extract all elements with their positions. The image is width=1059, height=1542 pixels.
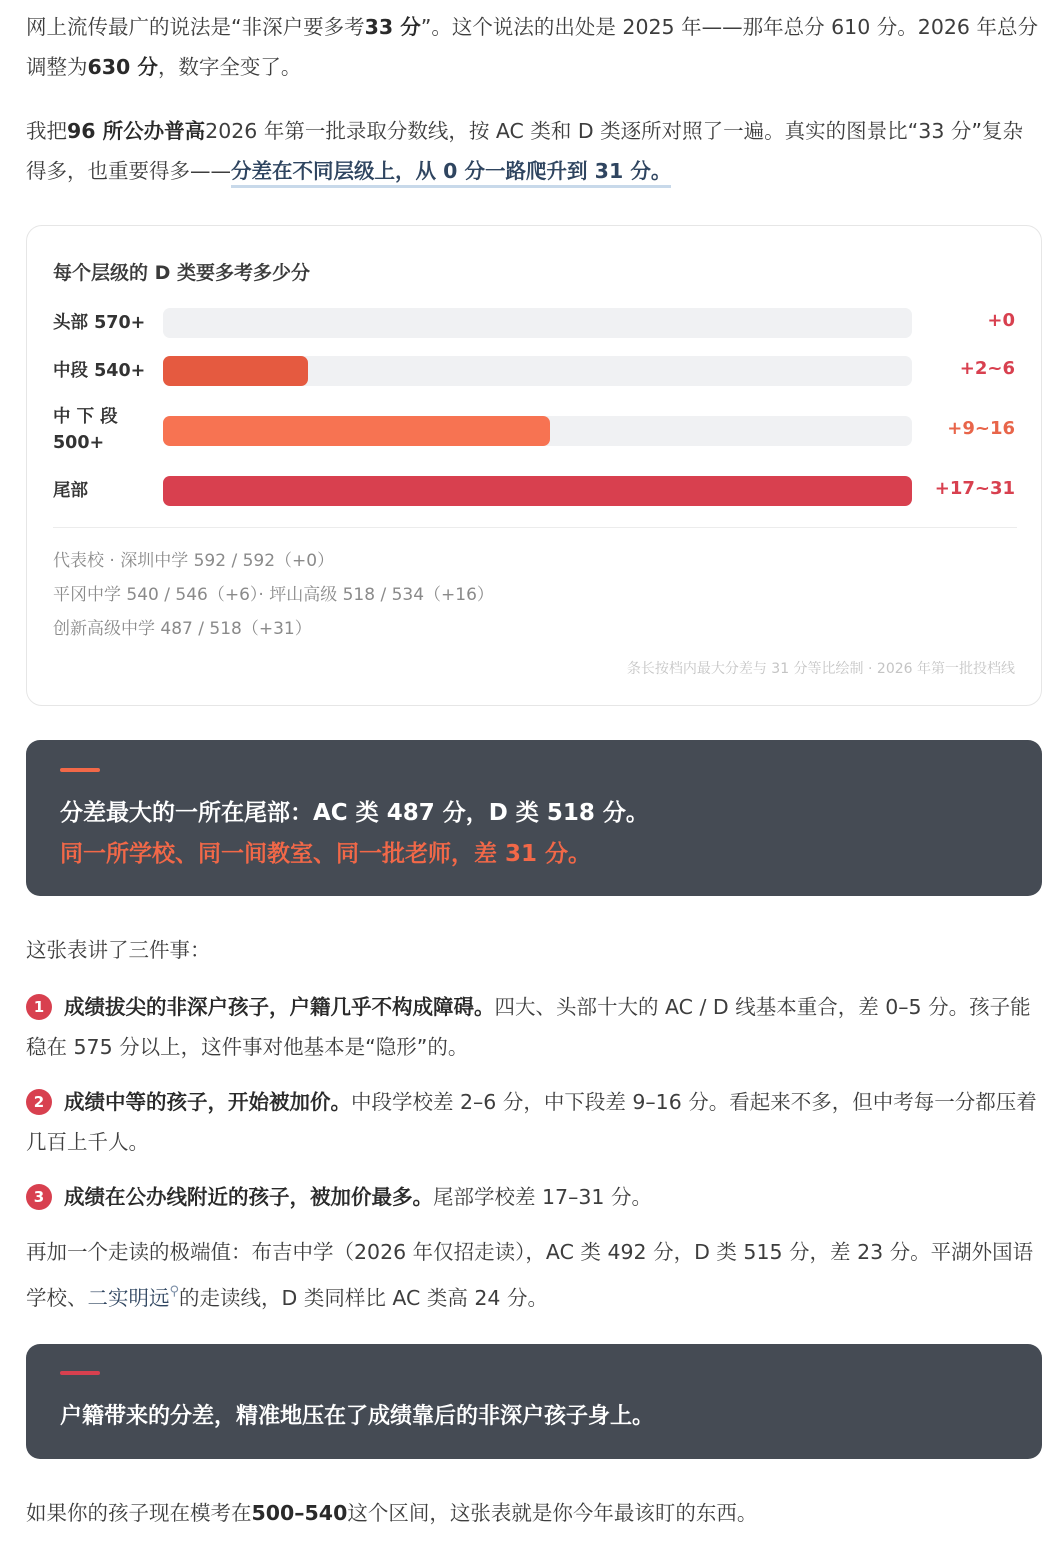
paragraph-three-points: 这张表讲了三件事： <box>26 938 211 962</box>
number-badge: 2 <box>26 1089 52 1115</box>
list-item <box>26 987 1042 1067</box>
bar <box>163 356 308 386</box>
callout-line: 分差最大的一所在尾部：AC 类 487 分，D 类 518 分。 <box>60 800 649 826</box>
bar-value-label: +9~16 <box>947 418 1015 439</box>
bold-text: 成绩中等的孩子，开始被加价。 <box>64 1090 351 1114</box>
callout-box <box>26 740 1042 896</box>
text: ”。这个说法的出处是 2025 年——那年总分 610 分。2026 年总分调整为 <box>26 15 1038 79</box>
text: 四大、头部十大的 AC / D 线基本重合，差 0–5 分。孩子能稳在 575 分以上，这件事对他基本是“隐形”的。 <box>26 995 1031 1059</box>
list-item <box>26 1082 1042 1162</box>
accent-line <box>60 1371 100 1375</box>
bar-track <box>163 476 912 506</box>
highlighted-text: 分差在不同层级上，从 0 分一路爬升到 31 分。 <box>231 159 671 188</box>
text: 网上流传最广的说法是“非深户要多考 <box>26 15 365 39</box>
legend-line: 创新高级中学 487 / 518（+31） <box>53 619 312 639</box>
legend-line: 平冈中学 540 / 546（+6）· 坪山高级 518 / 534（+16） <box>53 585 494 605</box>
chart-card <box>26 225 1042 706</box>
paragraph-intro <box>26 7 1042 87</box>
bold-text: 630 分 <box>87 55 158 79</box>
text: 2026 年第一批录取分数线，按 AC 类和 D 类逐所对照了一遍。真实的图景比“33 分”复杂得多，也重要得多—— <box>26 119 1024 183</box>
bold-text: 成绩在公办线附近的孩子，被加价最多。 <box>64 1185 433 1209</box>
text: 中段学校差 2–6 分，中下段差 9–16 分。看起来不多，但中考每一分都压着几百上千人。 <box>26 1090 1037 1154</box>
callout-line: 户籍带来的分差，精准地压在了成绩靠后的非深户孩子身上。 <box>60 1404 655 1429</box>
bold-text: 500–540 <box>251 1501 348 1525</box>
bar-value-label: +17~31 <box>934 478 1015 499</box>
text: ，数字全变了。 <box>157 55 302 79</box>
bar-track <box>163 416 912 446</box>
callout-line-highlight: 同一所学校、同一间教室、同一批老师，差 31 分。 <box>60 841 592 867</box>
text: 尾部学校差 17–31 分。 <box>433 1185 652 1209</box>
bar-track <box>163 356 912 386</box>
chart-footnote: 条长按档内最大分差与 31 分等比绘制 · 2026 年第一批投档线 <box>626 661 1015 677</box>
text: 这个区间，这张表就是你今年最该盯的东西。 <box>347 1501 758 1525</box>
paragraph-extreme <box>26 1232 1042 1318</box>
divider <box>53 527 1017 528</box>
bar <box>163 476 912 506</box>
bar-category-label: 头部 570+ <box>53 313 146 333</box>
paragraph-closing <box>26 1493 1042 1533</box>
paragraph-method <box>26 111 1042 191</box>
text: 如果你的孩子现在模考在 <box>26 1501 252 1525</box>
bar <box>163 416 550 446</box>
bar-value-label: +0 <box>987 310 1015 331</box>
text: 的走读线，D 类同样比 AC 类高 24 分。 <box>179 1286 548 1310</box>
bold-text: 33 分 <box>364 15 421 39</box>
legend-line: 代表校 · 深圳中学 592 / 592（+0） <box>53 551 335 571</box>
bar-value-label: +2~6 <box>959 358 1015 379</box>
bold-text: 96 所公办普高 <box>67 119 206 143</box>
search-link[interactable]: 二实明远 <box>87 1286 170 1310</box>
text: 再加一个走读的极端值：布吉中学（2026 年仅招走读），AC 类 492 分，D 类 515 分，差 23 分。平湖外国语学校、 <box>26 1240 1034 1310</box>
number-badge: 1 <box>26 994 52 1020</box>
bar-track <box>163 308 912 338</box>
bar-category-label: 尾部 <box>53 481 88 501</box>
callout-box <box>26 1344 1042 1459</box>
text: 我把 <box>26 119 67 143</box>
accent-line <box>60 768 100 772</box>
bar-category-label: 中段 540+ <box>53 361 146 381</box>
bold-text: 成绩拔尖的非深户孩子，户籍几乎不构成障碍。 <box>64 995 495 1019</box>
list-item <box>26 1177 1042 1217</box>
number-badge: 3 <box>26 1184 52 1210</box>
search-icon[interactable]: ⚲ <box>169 1284 180 1299</box>
bar-category-label: 中 下 段 500+ <box>53 407 118 453</box>
chart-title: 每个层级的 D 类要多考多少分 <box>53 262 311 284</box>
